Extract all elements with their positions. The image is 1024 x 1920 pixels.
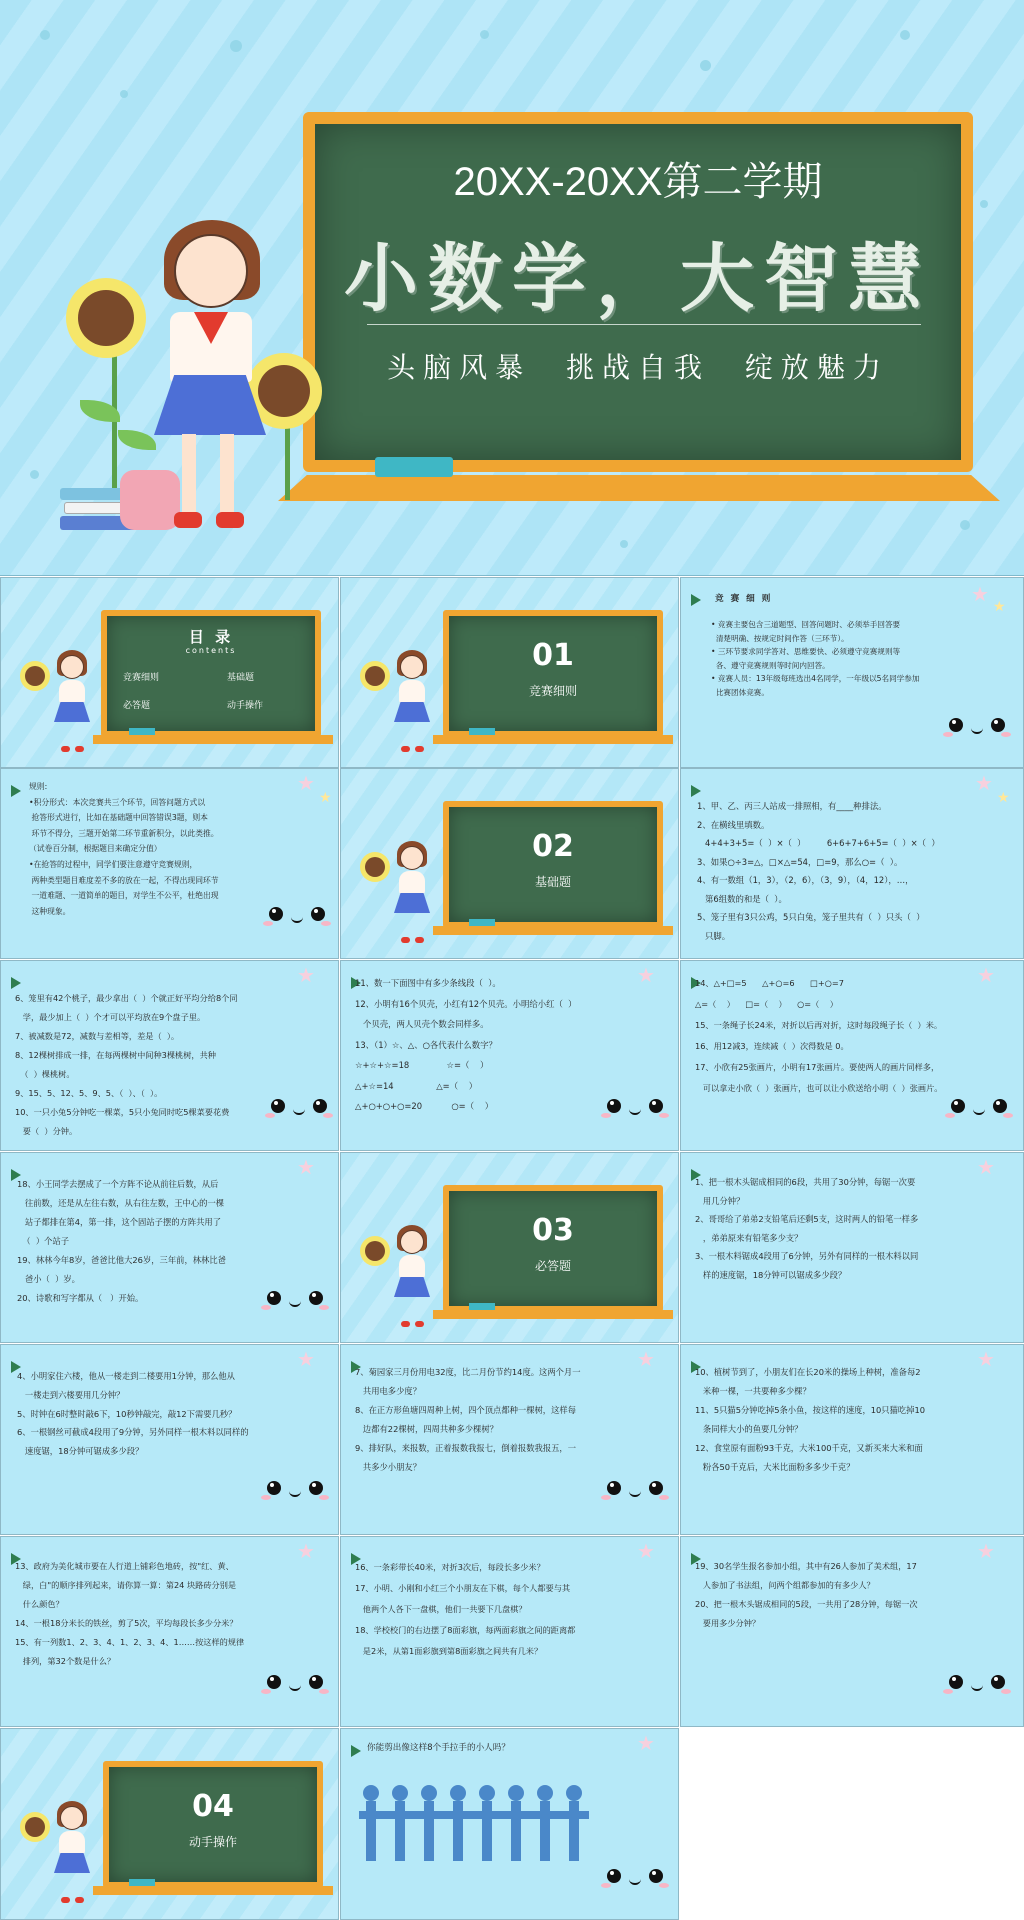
chalkboard xyxy=(103,1761,323,1888)
bullet-triangle-icon xyxy=(691,594,701,606)
toc-title: 目 录 xyxy=(188,628,234,646)
sunflower-icon xyxy=(365,857,385,877)
decor-dot xyxy=(960,520,970,530)
title-slide[interactable] xyxy=(0,0,1024,576)
question-text: 1、把一根木头锯成相同的6段，共用了30分钟，每锯一次要 用几分钟？ 2、哥哥给了弟弟2支铅笔后还剩5支，这时两人的铅笔一样多 ，弟弟原来有铅笔多少支？ 3、一根木料锯成4段用了6分钟，另外有同样的一根木料以同 样的速度锯，18分钟可以锯成多少段？ xyxy=(695,1177,919,1280)
slide-thumb-basic-4[interactable] xyxy=(680,960,1024,1151)
slide-thumb-contents[interactable] xyxy=(0,577,339,768)
star-icon: ★ xyxy=(977,1347,995,1371)
smiley-face-icon xyxy=(267,1481,323,1503)
decor-dot xyxy=(700,60,711,71)
star-icon: ★ xyxy=(297,963,315,987)
chalkboard xyxy=(101,610,321,737)
sunflower-icon xyxy=(365,1241,385,1261)
smiley-face-icon xyxy=(271,1099,327,1121)
star-icon: ★ xyxy=(993,599,1006,615)
eraser-icon xyxy=(129,1879,155,1886)
decor-dot xyxy=(620,540,628,548)
sunflower-icon xyxy=(25,1817,45,1837)
question-text: 11、数一下面图中有多少条线段（ ）。 12、小明有16个贝壳，小红有12个贝壳。小明给小红（ ） 个贝壳，两人贝壳个数会同样多。 13、（1）☆、△、○各代表什么数字？ ☆+☆+☆=18 ☆=（ ） △+☆=14 △=（ ） △+○+○+○=20 ○=（ ） xyxy=(355,978,577,1111)
question-text: 你能剪出像这样8个手拉手的小人吗？ xyxy=(367,1743,510,1753)
chalkboard-ledge xyxy=(433,926,673,935)
smiley-face-icon xyxy=(267,1675,323,1697)
slide-thumb-section-01[interactable] xyxy=(340,577,679,768)
chalkboard-ledge xyxy=(433,1310,673,1319)
decor-dot xyxy=(230,40,242,52)
toc-subtitle: contents xyxy=(185,646,237,655)
smiley-face-icon xyxy=(269,907,325,929)
section-label: 必答题 xyxy=(534,1259,571,1273)
section-label: 基础题 xyxy=(534,875,571,889)
chalkboard xyxy=(443,801,663,928)
section-number: 03 xyxy=(532,1213,574,1248)
section-label: 动手操作 xyxy=(188,1835,237,1849)
star-icon: ★ xyxy=(637,963,655,987)
star-icon: ★ xyxy=(637,1347,655,1371)
question-text: 4、小明家住六楼，他从一楼走到二楼要用1分钟，那么他从 一楼走到六楼要用几分钟？ 5、时钟在6时整时敲6下，10秒钟敲完，敲12下需要几秒？ 6、一根钢丝可截成4段用了9分钟，另外同样一根木料以同样的 速度锯，18分钟可锯成多少段？ xyxy=(17,1371,249,1457)
chalkboard-ledge xyxy=(278,475,1000,501)
section-label: 竞赛细则 xyxy=(528,684,577,698)
slide-thumb-basic-2[interactable] xyxy=(0,960,339,1151)
decor-dot xyxy=(480,30,489,39)
slide-thumb-section-03[interactable] xyxy=(340,1152,679,1343)
chalkboard xyxy=(303,112,973,472)
paper-dolls-illustration xyxy=(359,1781,589,1891)
eraser-icon xyxy=(469,728,495,735)
sunflower-icon xyxy=(25,666,45,686)
slide-thumb-section-04[interactable] xyxy=(0,1728,339,1920)
main-title: 小数学，大智慧 xyxy=(344,236,932,322)
smiley-face-icon xyxy=(951,1099,1007,1121)
chalkboard-ledge xyxy=(433,735,673,744)
slide-thumb-basic-3[interactable] xyxy=(340,960,679,1151)
smiley-face-icon xyxy=(267,1291,323,1313)
rules-detail-text: 规则: •积分形式：本次竞赛共三个环节，回答问题方式以 抢答形式进行，比如在基础题中回答错误3题，则本 环节不得分，三题开始第二环节重新积分，以此类推。 （试卷百分制，根据题目来确定分值） •在抢答的过程中，同学们要注意遵守竞赛规则， 两种类型题目难度差不多的放在一起，不得出现同环节 一道难题、一道简单的题目，对学生不公平，杜绝出现 这种现象。 xyxy=(29,782,219,916)
star-icon: ★ xyxy=(975,771,993,795)
slide-thumb-required-4[interactable] xyxy=(680,1344,1024,1535)
toc-item: 必答题 xyxy=(123,701,151,711)
rules-text: • 竞赛主要包含三道题型、回答问题时、必须举手回答要 清楚明确、按规定时间作答（三环节）。 • 三环节要求同学答对、思维要快、必须遵守竞赛规则等 各、遵守竞赛规则等时间内回答。 • 竞赛人员：13年级每班选出4名同学，一年级以5名同学参加 比赛团体竞赛。 xyxy=(711,620,920,697)
girl-illustration xyxy=(51,1801,91,1911)
slide-thumb-required-2[interactable] xyxy=(0,1344,339,1535)
bullet-triangle-icon xyxy=(351,1745,361,1757)
star-icon: ★ xyxy=(637,1539,655,1563)
eraser-icon xyxy=(375,457,453,477)
title-divider xyxy=(367,324,921,325)
term-title: 20XX-20XX第二学期 xyxy=(453,160,823,204)
slide-thumb-basic-5[interactable] xyxy=(0,1152,339,1343)
girl-illustration xyxy=(51,650,91,760)
star-icon: ★ xyxy=(977,1155,995,1179)
question-text: 1、甲、乙、丙三人站成一排照相，有____种排法。 2、在横线里填数。 4+4+3+5=（ ）×（ ） 6+6+7+6+5=（ ）×（ ） 3、如果○÷3=△，□×△=54，□=9，那么○=（ ）。 4、有一数组（1，3），（2，6），（3，9），（4，12），…， 第6组数的和是（ ）。 5、笼子里有3只公鸡，5只白兔，笼子里共有（ ）只头（ ） 只脚。 xyxy=(697,801,940,941)
empty-slot xyxy=(680,1728,1024,1920)
star-icon: ★ xyxy=(319,790,332,806)
decor-dot xyxy=(900,30,910,40)
slide-thumb-required-7[interactable] xyxy=(680,1536,1024,1727)
chalkboard xyxy=(443,1185,663,1312)
slide-thumb-required-6[interactable] xyxy=(340,1536,679,1727)
smiley-face-icon xyxy=(607,1481,663,1503)
star-icon: ★ xyxy=(297,1155,315,1179)
question-text: 6、笼里有42个桃子，最少拿出（ ）个就正好平均分给8个同 学，最少加上（ ）个才可以平均放在9个盘子里。 7、被减数是72，减数与差相等，差是（ ）。 8、12棵树排成一排，在每两棵树中间种3棵桃树，共种 （ ）棵桃树。 9、15、5、12、5、9、5、（ ）、（ ）。 10、一只小兔5分钟吃一棵菜，5只小兔同时吃5棵菜要花费 要（ ）分钟。 xyxy=(15,993,238,1136)
chalkboard-ledge xyxy=(93,1886,333,1895)
star-icon: ★ xyxy=(297,1539,315,1563)
sunflower-icon xyxy=(365,666,385,686)
star-icon: ★ xyxy=(977,1539,995,1563)
slide-thumb-required-5[interactable] xyxy=(0,1536,339,1727)
smiley-face-icon xyxy=(607,1869,663,1891)
slide-thumb-hands-on[interactable] xyxy=(340,1728,679,1920)
star-icon: ★ xyxy=(297,771,315,795)
bullet-triangle-icon xyxy=(691,785,701,797)
section-number: 02 xyxy=(532,829,574,864)
question-text: 10、植树节到了，小朋友们在长20米的操场上种树，准备每2 米种一棵，一共要种多少棵？ 11、5只猫5分钟吃掉5条小鱼，按这样的速度，10只猫吃掉10 条同样大小的鱼要几分钟？ 12、食堂原有面粉93千克，大米100千克，又新买来大米和面 粉各50千克后，大米比面粉多多少千克？ xyxy=(695,1367,926,1472)
toc-item: 竞赛细则 xyxy=(123,673,160,683)
star-icon: ★ xyxy=(977,963,995,987)
slide-thumb-rules-detail[interactable] xyxy=(0,768,339,959)
girl-illustration xyxy=(391,841,431,951)
smiley-face-icon xyxy=(607,1099,663,1121)
star-icon: ★ xyxy=(297,1347,315,1371)
star-icon: ★ xyxy=(971,582,989,606)
toc-item: 动手操作 xyxy=(227,701,264,711)
girl-illustration xyxy=(150,220,270,550)
slide-heading: 竞 赛 细 则 xyxy=(715,594,773,604)
decor-dot xyxy=(40,30,50,40)
decor-dot xyxy=(980,200,988,208)
girl-illustration xyxy=(391,1225,431,1335)
toc-item: 基础题 xyxy=(227,673,255,683)
slide-thumb-required-3[interactable] xyxy=(340,1344,679,1535)
bullet-triangle-icon xyxy=(11,977,21,989)
slide-thumb-rules[interactable] xyxy=(680,577,1024,768)
decor-dot xyxy=(30,470,39,479)
question-text: 7、菊园家三月份用电32度，比二月份节约14度。这两个月一 共用电多少度？ 8、在正方形鱼塘四周种上树，四个顶点都种一棵树，这样每 边都有22棵树，四周共种多少棵树？ 9、排好队，来报数，正着报数我报七，倒着报数我报五，一 共多少小朋友？ xyxy=(355,1367,581,1472)
question-text: 14、△+□=5 △+○=6 □+○=7 △=（ ） □=（ ） ○=（ ） 15、一条绳子长24米，对折以后再对折，这时每段绳子长（ ）米。 16、用12减3，连续减（ ）次得数是 0。 17、小欣有25张画片，小明有17张画片。要使两人的画片同样多， 可以拿走小欣（ ）张画片，也可以让小欣送给小明（ ）张画片。 xyxy=(695,978,943,1093)
sunflower-icon xyxy=(78,290,134,346)
question-text: 18、小王同学去摆成了一个方阵不论从前往后数，从后 往前数，还是从左往右数，从右往左数，王中心的一棵 站子都排在第4，第一排，这个固站子摆的方阵共用了 （ ）个站子 19、林林今年8岁，爸爸比他大26岁，三年前，林林比爸 爸小（ ）岁。 20、诗歌和写字都从（ ）开始。 xyxy=(17,1179,226,1303)
chalkboard-ledge xyxy=(93,735,333,744)
star-icon: ★ xyxy=(997,790,1010,806)
eraser-icon xyxy=(469,1303,495,1310)
question-text: 19、30名学生报名参加小组，其中有26人参加了美术组，17 人参加了书法组，问两个组都参加的有多少人？ 20、把一根木头锯成相同的5段，一共用了28分钟，每锯一次 要用多少分钟？ xyxy=(695,1561,918,1628)
section-number: 01 xyxy=(532,638,574,673)
slogan: 头脑风暴 挑战自我 绽放魅力 xyxy=(387,351,889,384)
question-text: 13、政府为美化城市要在人行道上铺彩色地砖，按"红、黄、 绿，白"的顺序排列起来，请你算一算：第24 块路砖分别是 什么颜色？ 14、一根18分米长的铁丝，剪了5次，平均每段长多少分米？ 15、有一列数1、2、3、4、1、2、3、4、1……按这样的规律 排列，第32个数是什么？ xyxy=(15,1561,245,1666)
smiley-face-icon xyxy=(949,718,1005,740)
decor-dot xyxy=(120,90,128,98)
girl-illustration xyxy=(391,650,431,760)
bullet-triangle-icon xyxy=(11,785,21,797)
slide-thumb-section-02[interactable] xyxy=(340,768,679,959)
star-icon: ★ xyxy=(637,1731,655,1755)
slide-thumb-required-1[interactable] xyxy=(680,1152,1024,1343)
question-text: 16、一条彩带长40米，对折3次后，每段长多少米？ 17、小明、小刚和小红三个小朋友在下棋，每个人都要与其 他两个人各下一盘棋，他们一共要下几盘棋？ 18、学校校门的右边摆了8面彩旗，每两面彩旗之间的距离都 是2米，从第1面彩旗到第8面彩旗之间共有几米？ xyxy=(355,1562,576,1656)
slide-thumb-basic-1[interactable] xyxy=(680,768,1024,959)
chalkboard xyxy=(443,610,663,737)
eraser-icon xyxy=(129,728,155,735)
section-number: 04 xyxy=(192,1789,234,1824)
smiley-face-icon xyxy=(949,1675,1005,1697)
eraser-icon xyxy=(469,919,495,926)
